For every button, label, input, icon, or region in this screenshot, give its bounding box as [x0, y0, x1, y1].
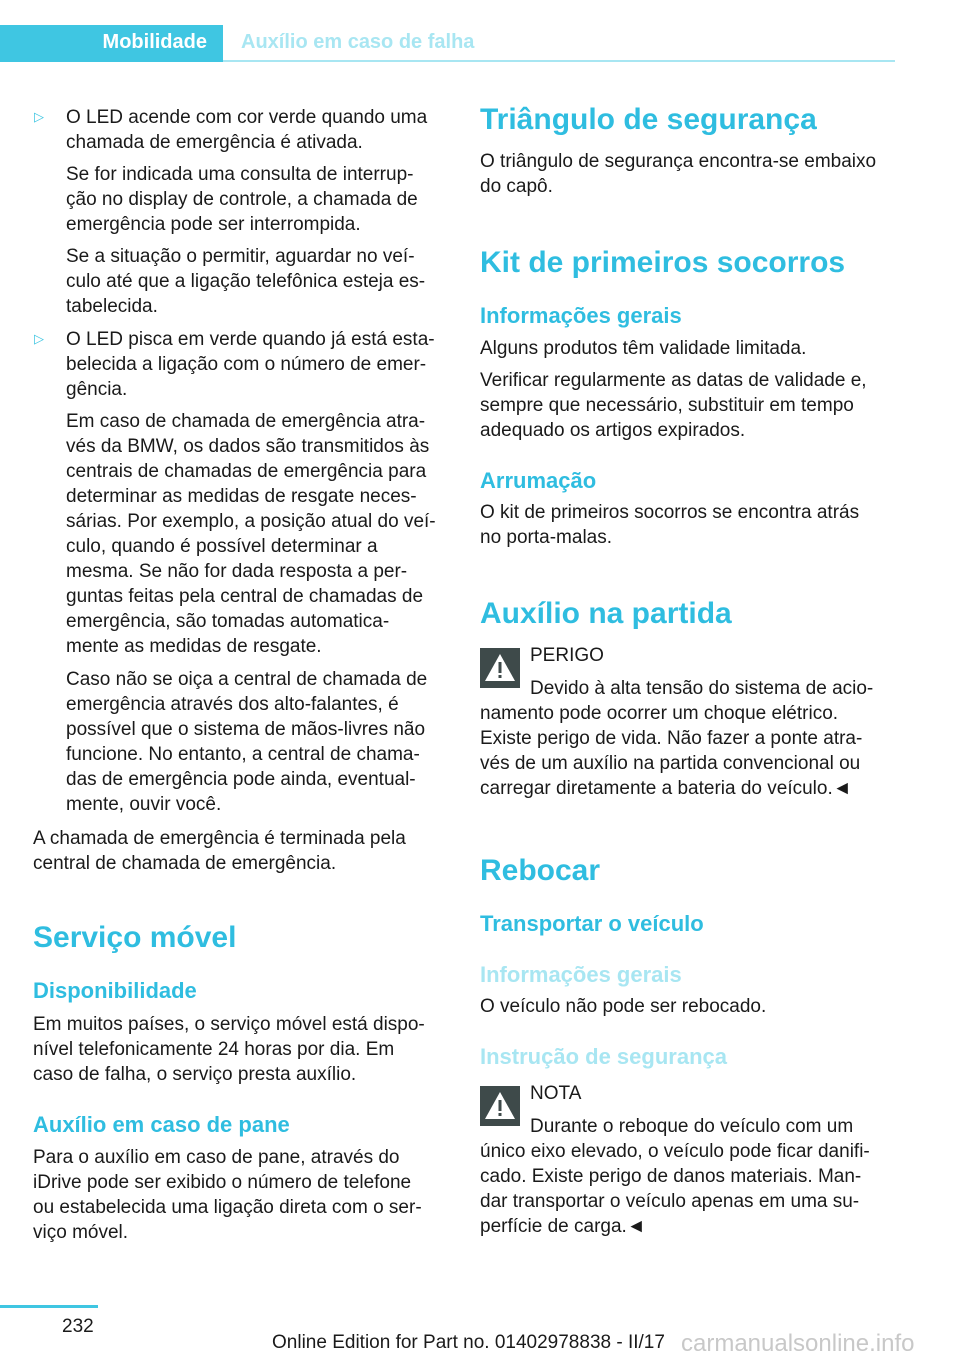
watermark: carmanualsonline.info — [681, 1330, 915, 1357]
header-rule — [223, 60, 895, 62]
paragraph: Se for indicada uma consulta de interrup- ção no display de controle, a chamada de emergência pode ser interrompida. — [66, 164, 418, 235]
heading-instrucao-seguranca: Instrução de segurança — [480, 1044, 727, 1069]
heading-auxilio-pane: Auxílio em caso de pane — [33, 1112, 290, 1137]
header-subsection: Auxílio em caso de falha — [241, 31, 475, 53]
paragraph: O veículo não pode ser rebocado. — [480, 996, 767, 1017]
bullet-icon: ▷ — [34, 331, 44, 346]
paragraph: Para o auxílio em caso de pane, através do iDrive pode ser exibido o número de telefone ou estabelecida uma ligação direta com o ser- viço móvel. — [33, 1147, 422, 1243]
bullet-text: O LED acende com cor verde quando uma chamada de emergência é ativada. — [66, 107, 428, 153]
heading-triangulo: Triângulo de segurança — [480, 103, 817, 136]
bullet-text: O LED pisca em verde quando já está esta- belecida a ligação com o número de emer- gência. — [66, 329, 435, 400]
warning-label: PERIGO — [530, 645, 604, 666]
heading-transportar: Transportar o veículo — [480, 911, 704, 936]
paragraph: Caso não se oiça a central de chamada de emergência através dos alto-falantes, é possível que o sistema de mãos-livres não funcione. No entanto, a central de chama- das de emergência pode ainda, eventual- mente, ouvir você. — [66, 669, 428, 815]
header-section: Mobilidade — [102, 31, 207, 53]
heading-disponibilidade: Disponibilidade — [33, 978, 197, 1003]
paragraph: Em caso de chamada de emergência atra- vés da BMW, os dados são transmitidos às centrais de chamadas de emergência para determinar as medidas de resgate neces- sárias. Por exemplo, a posição atual do veí- culo, quando é possível determinar a mesma. Se não for dada resposta a per- guntas feitas pela central de chamadas de emergência, são tomadas automatica- mente as medidas de resgate. — [66, 411, 436, 657]
warning-text: Devido à alta tensão do sistema de acio- namento pode ocorrer um choque elétrico. Existe perigo de vida. Não fazer a ponte atra- vés de um auxílio na partida convencional ou carregar diretamente a bateria do veículo.◄ — [480, 678, 874, 799]
paragraph: Alguns produtos têm validade limitada. — [480, 338, 807, 359]
page-number: 232 — [62, 1316, 94, 1337]
heading-arrumacao: Arrumação — [480, 468, 597, 493]
note-text: Durante o reboque do veículo com um único eixo elevado, o veículo pode ficar danifi- cado. Existe perigo de danos materiais. Man- dar transportar o veículo apenas em uma su- perfície de carga.◄ — [480, 1116, 870, 1237]
heading-servico-movel: Serviço móvel — [33, 921, 237, 954]
footer-rule — [0, 1305, 98, 1308]
paragraph: Verificar regularmente as datas de validade e, sempre que necessário, substituir em tempo adequado os artigos expirados. — [480, 370, 867, 441]
paragraph: Se a situação o permitir, aguardar no veí- culo até que a ligação telefônica esteja es- tabelecida. — [66, 246, 426, 317]
heading-informacoes-gerais-2: Informações gerais — [480, 962, 682, 987]
paragraph: O triângulo de segurança encontra-se embaixo do capô. — [480, 151, 877, 197]
paragraph: Em muitos países, o serviço móvel está dispo- nível telefonicamente 24 horas por dia. Em caso de falha, o serviço presta auxílio. — [33, 1014, 425, 1085]
bullet-icon: ▷ — [34, 109, 44, 124]
paragraph: A chamada de emergência é terminada pela central de chamada de emergência. — [33, 828, 406, 874]
paragraph: O kit de primeiros socorros se encontra atrás no porta-malas. — [480, 502, 860, 548]
heading-auxilio-partida: Auxílio na partida — [480, 597, 732, 630]
edition-text: Online Edition for Part no. 01402978838 - II/17 — [272, 1332, 665, 1353]
heading-kit: Kit de primeiros socorros — [480, 246, 846, 279]
heading-informacoes-gerais: Informações gerais — [480, 303, 682, 328]
note-label: NOTA — [530, 1083, 582, 1104]
heading-rebocar: Rebocar — [480, 854, 601, 887]
